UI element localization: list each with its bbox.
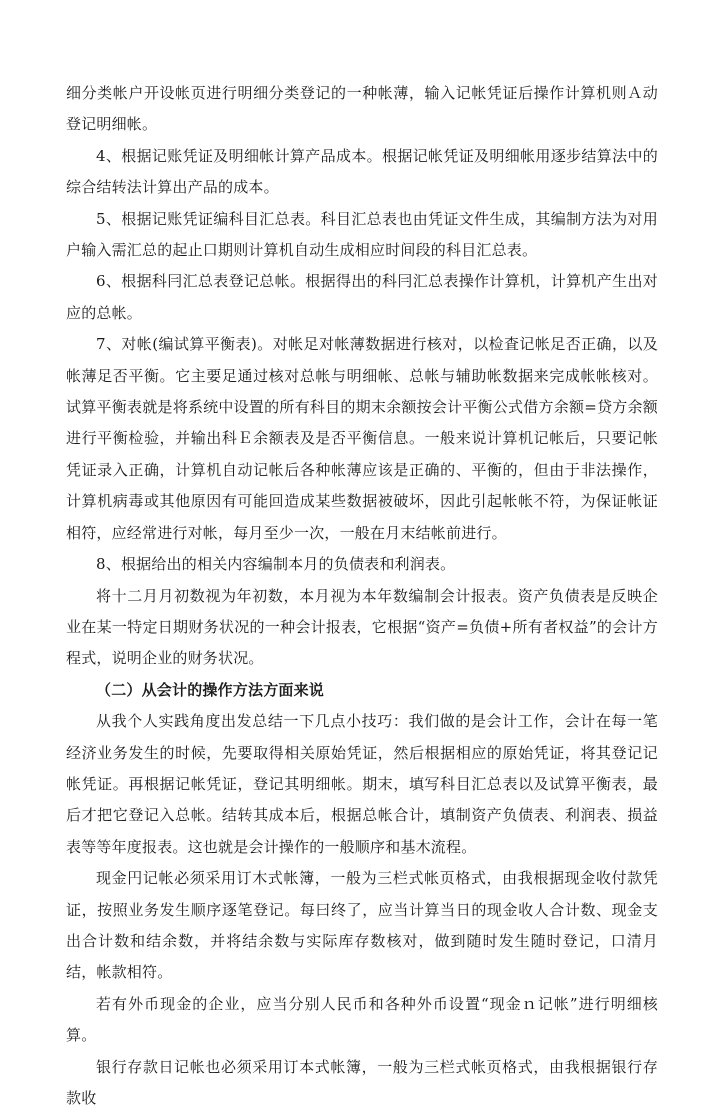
paragraph-foreign-currency: 若有外币现金的企业，应当分别人民币和各种外币设置“现金ｎ记帐”进行明细核算。 [66, 994, 658, 1045]
paragraph-step-6: 6、根据科冃汇总表登记总帐。根据得出的科冃汇总表操作计算机，计算机产生出对应的总帐。 [66, 272, 658, 322]
paragraph-balance-sheet: 将十二月月初数视为年初数，本月视为本年数编制会计报表。资产负债表是反映企业在某一特定日期财务状况的一种会计报表，它根据“资产=负债+所有者权益”的会计方程式，说明企业的财务状况。 [66, 586, 658, 668]
section-heading: （二）从会计的操作方法方面来说 [96, 680, 325, 699]
paragraph-step-7: 7、对帐(编试算平衡表)。对帐足对帐薄数据进行核对，以检査记帐足否正确，以及帐薄足否平衡。它主要足通过核对总帐与明细帐、总帐与辅助帐数据来完成帐帐核对。试算平衡表就是将系统中设置的所有科目的期末余额按会计平衡公式借方余额=贷方余额进行平衡检验，并输出科Ｅ余额表及是否平衡信息。一般来说计算机记帐后，只要记帐凭证录入正确，计算机自动记帐后各种帐薄应该是正确的、平衡的，但由于非法操作，计算机病毒或其他原因有可能回造成某些数据被破坏，因此引起帐帐不符，为保证帐证相符，应经常进行对帐，每月至少一次，一般在月末结帐前进行。 [66, 335, 658, 542]
paragraph-step-4: 4、根据记账凭证及明细帐计算产品成本。根据记帐凭证及明细帐用逐步结算法中的综合结转法计算出产品的成本。 [66, 146, 658, 197]
paragraph-continuation: 细分类帐户开设帐页进行明细分类登记的一种帐薄，输入记帐凭证后操作计算机则Ａ动登记明细帐。 [66, 84, 658, 134]
paragraph-bank-journal: 银行存款日记帐也必须采用订本式帐簿，一般为三栏式帐页格式，由我根据银行存款收 [66, 1057, 658, 1107]
paragraph-step-8: 8、根据给出的相关内容编制本月的负债表和利润表。 [96, 555, 456, 574]
paragraph-step-5: 5、根据记账凭证编科目汇总表。科目汇总表也由凭证文件生成，其编制方法为对用户输入需汇总的起止口期则计算机自动生成相应时间段的科目汇总表。 [66, 209, 658, 260]
document-page [66, 78, 658, 1114]
paragraph-practice-tips: 从我个人实践角度出发总结一下几点小技巧：我们做的是会计工作，会计在每一笔经济业务发生的时候，先要取得相关原始凭证，然后根据相应的原始凭证，将其登记记帐凭证。再根据记帐凭证，登记其明细帐。期末，填写科目汇总表以及试算平衡表，最后才把它登记入总帐。结转其成本后，根据总帐合计，填制资产负债表、利润表、损益表等等年度报表。这也就是会计操作的一般顺序和基木流程。 [66, 712, 658, 856]
paragraph-cash-journal: 现金円记帐必须采用订木式帐簿，一般为三栏式帐页格式，由我根据现金收付款凭证，按照业务发生顺序逐笔登记。每曰终了，应当计算当日的现金收人合计数、现金支出合计数和结余数，并将结余数与实际库存数核对，做到随时发生随时登记，口清月结，帐款相符。 [66, 869, 658, 982]
